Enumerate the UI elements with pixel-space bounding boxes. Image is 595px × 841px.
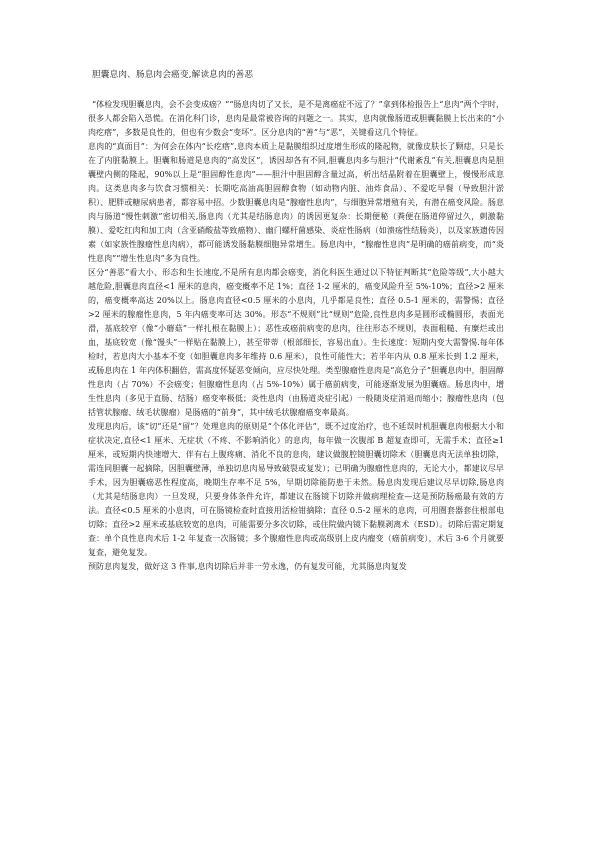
paragraph-causes: 息肉的“真面目”：为何会在体内“长疙瘩”,息肉本质上是黏膜组织过度增生形成的隆起物，就像皮肤长了颗痣，只是长在了内脏黏膜上。胆囊和肠道是息肉的“高发区”，诱因却各有不同,胆囊息肉多与胆汁“代谢紊乱”有关,胆囊息肉是胆囊壁内侧的隆起，90%以上是“胆固醇性息肉”——胆汁中胆固醇含量过高，析出结晶附着在胆囊壁上，慢慢形成息肉。这类息肉多与饮食习惯相关：长期吃高油高胆固醇食物（如动物内脏、油炸食品）、不爱吃早餐（导致胆汁淤积）、肥胖或糖尿病患者，都容易中招。少数胆囊息肉是“腺瘤性息肉”，与细胞异常增殖有关，有潜在癌变风险。肠息肉与肠道“慢性刺激”密切相关,肠息肉（尤其是结肠息肉）的诱因更复杂：长期便秘（粪便在肠道停留过久，刺激黏膜）、爱吃红肉和加工肉（含亚硝酸盐等致癌物）、幽门螺杆菌感染、炎症性肠病（如溃疡性结肠炎），以及家族遗传因素（如家族性腺瘤性息肉病），都可能诱发肠黏膜细胞异常增生。肠息肉中，“腺瘤性息肉”是明确的癌前病变，而“炎性息肉”“增生性息肉”多为良性。 [88, 142, 504, 263]
paragraph-intro: “体检发现胆囊息肉，会不会变成癌？”“肠息肉切了又长，是不是离癌症不远了？”拿到体检报告上“息肉”两个字时，很多人都会陷入恐慌。在消化科门诊，息肉是最常被咨询的问题之一。其实，息肉就像肠道或胆囊黏膜上长出来的“小肉疙瘩”，多数是良性的，但也有少数会“变坏”。区分息肉的“善”与“恶”，关键看这几个特征。 [88, 100, 504, 137]
paragraph-features: 区分“善恶”看大小、形态和生长速度,不是所有息肉都会癌变，消化科医生通过以下特征判断其“危险等级”,大小越大越危险,胆囊息肉直径<1 厘米的息肉，癌变概率不足 1%；直径 1-2 厘米的，癌变风险升至 5%-10%；直径>2 厘米的，癌变概率高达 20%以上。肠息肉直径<0.5 厘米的小息肉，几乎都是良性；直径 0.5-1 厘米的，需警惕；直径>2 厘米的腺瘤性息肉，5 年内癌变率可达 30%。形态“不规则”比“规则”危险,良性息肉多是圆形或椭圆形，表面光滑，基底较窄（像“小蘑菇”一样扎根在黏膜上）；恶性或癌前病变的息肉，往往形态不规则，表面粗糙、有糜烂或出血，基底较宽（像“馒头”一样贴在黏膜上），甚至带蒂（根部细长，容易出血）。生长速度：短期内变大需警惕.每年体检时，若息肉大小基本不变（如胆囊息肉多年维持 0.6 厘米），良性可能性大；若半年内从 0.8 厘米长到 1.2 厘米，或肠息肉在 1 年内体积翻倍，需高度怀疑恶变倾向，应尽快处理。类型腺瘤性息肉是“高危分子”胆囊息肉中，胆固醇性息肉（占 70%）不会癌变；但腺瘤性息肉（占 5%-10%）属于癌前病变，可能逐渐发展为胆囊癌。肠息肉中，增生性息肉（多见于直肠、结肠）癌变率极低；炎性息肉（由肠道炎症引起）一般随炎症消退而缩小；腺瘤性息肉（包括管状腺瘤、绒毛状腺瘤）是肠癌的“前身”，其中绒毛状腺瘤癌变率最高。 [88, 268, 504, 417]
document-title: 胆囊息肉、肠息肉会癌变,解读息肉的善恶 [92, 70, 254, 80]
paragraph-prevention: 预防息肉复发，做好这 3 件事,息肉切除后并非一劳永逸，仍有复发可能，尤其肠息肉复发 [88, 562, 407, 571]
document-body [88, 98, 504, 574]
paragraph-treatment: 发现息肉后，该“切”还是“留”？处理息肉的原则是“个体化评估”，既不过度治疗，也不延误时机胆囊息肉根据大小和症状决定,直径<1 厘米、无症状（不疼、不影响消化）的息肉，每年做一次腹部 B 超复查即可，无需手术；直径≥1 厘米，或短期内快速增大、伴有右上腹疼痛、消化不良的息肉，建议做腹腔镜胆囊切除术（胆囊息肉无法单独切除，需连同胆囊一起摘除，因胆囊壁薄，单独切息肉易导致破裂或复发）；已明确为腺瘤性息肉的，无论大小，都建议尽早手术，因为胆囊癌恶性程度高，晚期生存率不足 5%，早期切除能防患于未然。肠息肉发现后建议尽早切除,肠息肉（尤其是结肠息肉）一旦发现，只要身体条件允许，都建议在肠镜下切除并做病理检查—这是预防肠癌最有效的方法。直径<0.5 厘米的小息肉，可在肠镜检查时直接用活检钳摘除；直径 0.5-2 厘米的息肉，可用圈套器套住根部电切除；直径>2 厘米或基底较宽的息肉，可能需要分多次切除，或住院做内镜下黏膜剥离术（ESD）。切除后需定期复查：单个良性息肉术后 1-2 年复查一次肠镜；多个腺瘤性息肉或高级别上皮内瘤变（癌前病变），术后 3-6 个月就要复查，避免复发。 [88, 422, 504, 557]
